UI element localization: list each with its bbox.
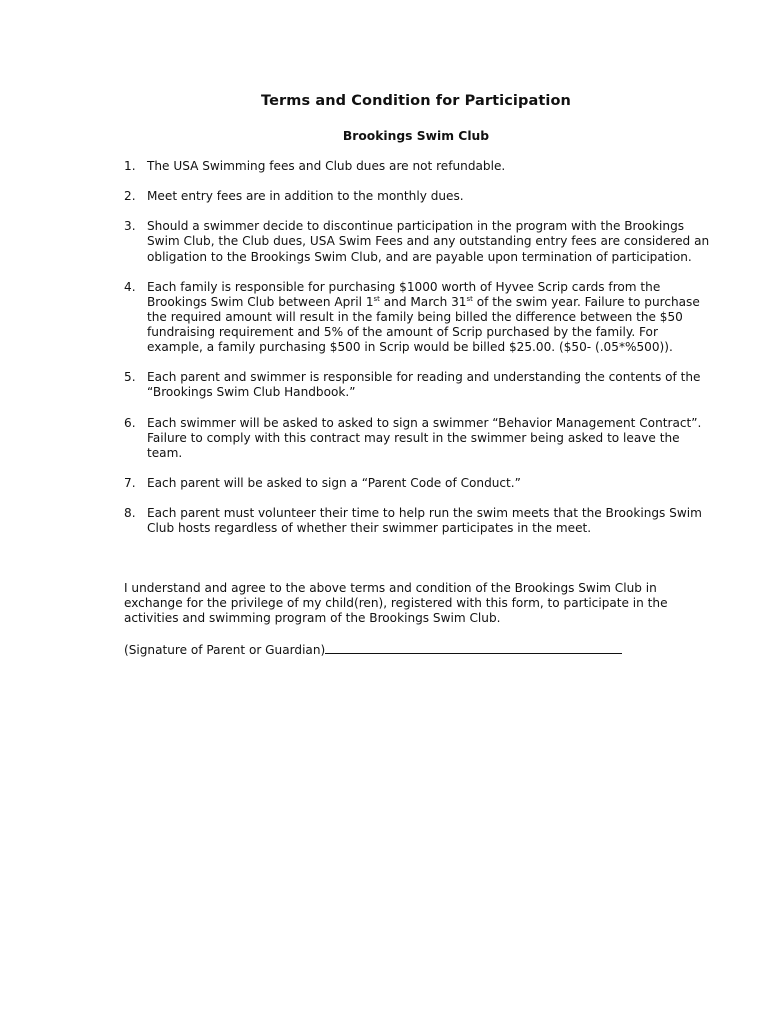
item-text: The USA Swimming fees and Club dues are not refundable.	[147, 159, 506, 173]
item-number: 8.	[124, 506, 136, 521]
item-number: 2.	[124, 189, 136, 204]
terms-list	[124, 159, 714, 551]
agreement-paragraph: I understand and agree to the above terms and condition of the Brookings Swim Club in exchange for the privilege of my child(ren), registered with this form, to participate in the activities and swimming program of the Brookings Swim Club.	[124, 581, 668, 626]
item-number: 5.	[124, 370, 136, 385]
list-item	[124, 159, 714, 174]
ordinal-superscript: st	[466, 294, 473, 303]
item-number: 4.	[124, 279, 136, 294]
list-item	[124, 416, 714, 461]
item-text-part-a: Each family is responsible for purchasing $1000 worth of Hyvee Scrip cards from the Brookings Swim Club between April 1	[147, 279, 661, 309]
signature-label: (Signature of Parent or Guardian)	[124, 643, 326, 657]
ordinal-superscript: st	[373, 294, 380, 303]
signature-row	[124, 642, 622, 658]
document-title: Terms and Condition for Participation	[261, 93, 571, 109]
list-item	[124, 219, 714, 264]
list-item	[124, 189, 714, 204]
document-subtitle: Brookings Swim Club	[342, 129, 490, 143]
item-number: 6.	[124, 415, 136, 430]
item-text: Each parent will be asked to sign a “Parent Code of Conduct.”	[147, 475, 521, 490]
item-number: 1.	[124, 159, 136, 173]
item-text: Each parent must volunteer their time to help run the swim meets that the Brookings Swim Club hosts regardless of whether their swimmer participates in the meet.	[147, 506, 702, 536]
list-item	[124, 370, 714, 400]
item-number: 7.	[124, 475, 136, 490]
item-text-part-c: of the swim year. Failure to purchase the required amount will result in the family being billed the difference between the $50 fundraising requirement and 5% of the amount of Scrip purchased by the family. For example, a family purchasing $500 in Scrip would be billed $25.00. ($50- (.05*%500)).	[147, 294, 700, 355]
item-text: Should a swimmer decide to discontinue participation in the program with the Brookings Swim Club, the Club dues, USA Swim Fees and any outstanding entry fees are considered an obligation to the Brookings Swim Club, and are payable upon termination of participation.	[147, 219, 710, 264]
list-item	[124, 506, 714, 536]
item-text: Meet entry fees are in addition to the monthly dues.	[147, 189, 464, 204]
item-number: 3.	[124, 219, 136, 234]
item-text: Each swimmer will be asked to asked to sign a swimmer “Behavior Management Contract”. Failure to comply with this contract may result in the swimmer being asked to leave the team.	[147, 415, 702, 460]
item-text: Each parent and swimmer is responsible for reading and understanding the contents of the “Brookings Swim Club Handbook.”	[147, 370, 701, 400]
item-text-part-b: and March 31	[379, 294, 467, 309]
signature-line[interactable]	[325, 642, 622, 654]
list-item	[124, 476, 714, 491]
list-item	[124, 280, 714, 355]
